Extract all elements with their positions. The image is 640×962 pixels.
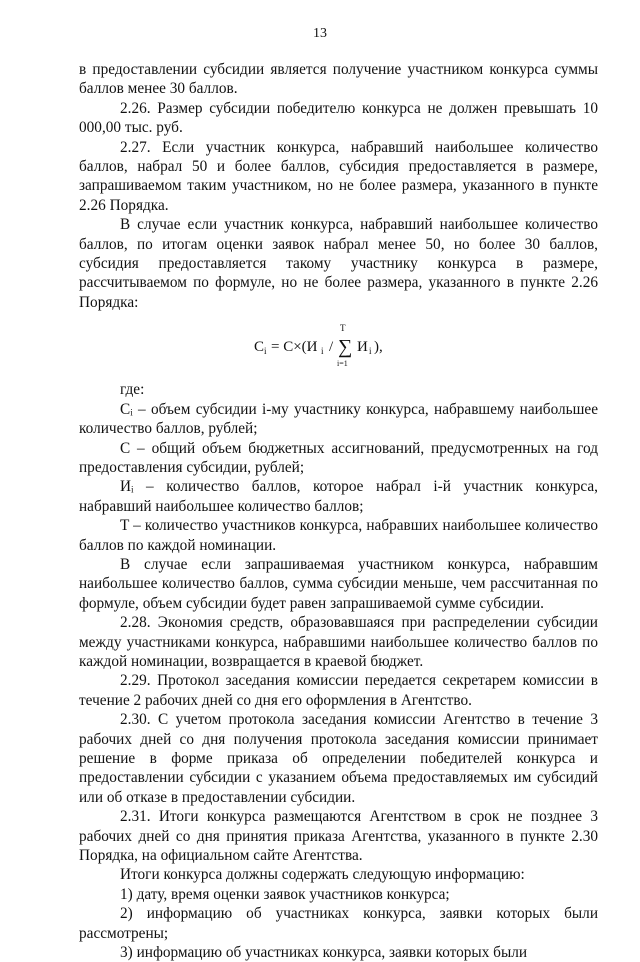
paragraph-2-26: 2.26. Размер субсидии победителю конкурса не должен превышать 10 000,00 тыс. руб. xyxy=(79,99,598,137)
page-number: 13 xyxy=(313,26,327,41)
formula-tail: ), xyxy=(374,339,383,356)
paragraph-2-31: 2.31. Итоги конкурса размещаются Агентством в срок не позднее 3 рабочих дней со дня принятия приказа Агентства, указанного в пункте 2.30 Порядка, на официальном сайте Агентства. xyxy=(79,808,598,865)
paragraph-2-30: 2.30. С учетом протокола заседания комиссии Агентство в течение 3 рабочих дней со дня получения протокола заседания комиссии принимает решение в форме приказа об определении победителей конкурса и предоставлении субсидии с указанием объема предоставляемых им субсидий или об отказе в предоставлении субсидии. xyxy=(79,711,598,806)
formula-den-sub: i xyxy=(369,346,372,357)
formula-num-sub: i xyxy=(321,346,324,357)
list-item-2: 2) информацию об участниках конкурса, заявки которых были рассмотрены; xyxy=(79,905,598,942)
paragraph-requested-amount: В случае если запрашиваемая участником конкурса, набравшим наибольшее количество баллов, сумма субсидии меньше, чем рассчитанная по формуле, объем субсидии будет равен запрашиваемой сумме субсидии. xyxy=(79,555,598,612)
formula-graphic xyxy=(254,318,434,376)
formula-den: И xyxy=(357,339,368,356)
paragraph-2-27: 2.27. Если участник конкурса, набравший наибольшее количество баллов, набрал 50 и более баллов, субсидия предоставляется в размере, запрашиваемом таким участником, но не более размера, указанного в пункте 2.26 Порядка. xyxy=(79,138,598,214)
formula-slash: / xyxy=(329,339,334,356)
list-item-3: 3) информацию об участниках конкурса, заявки которых были xyxy=(120,944,528,962)
subsidy-formula xyxy=(79,318,598,376)
definition-c-i: Cᵢ – объем субсидии i-му участнику конкурса, набравшему наибольшее количество баллов, рублей; xyxy=(79,400,598,438)
document-body xyxy=(79,60,598,962)
list-item-1: 1) дату, время оценки заявок участников конкурса; xyxy=(120,885,450,903)
paragraph-results-intro: Итоги конкурса должны содержать следующую информацию: xyxy=(120,866,525,884)
formula-sum-bottom: i=1 xyxy=(337,359,348,369)
paragraph-2-29: 2.29. Протокол заседания комиссии передается секретарем комиссии в течение 2 рабочих дней со дня его оформления в Агентство. xyxy=(79,672,598,709)
formula-sum-top: T xyxy=(340,323,346,334)
where-label: где: xyxy=(120,381,145,399)
definition-t: T – количество участников конкурса, набравших наибольшее количество баллов по каждой номинации. xyxy=(79,517,598,554)
formula-lhs: C xyxy=(254,339,265,356)
formula-lhs-sub: i xyxy=(264,346,267,357)
definition-i: Иᵢ – количество баллов, которое набрал i-й участник конкурса, набравший наибольшее количество баллов; xyxy=(79,478,598,515)
paragraph-continuation: в предоставлении субсидии является получение участником конкурса суммы баллов менее 30 баллов. xyxy=(79,61,598,98)
paragraph-formula-intro: В случае если участник конкурса, набравший наибольшее количество баллов, по итогам оценки заявок набрал менее 50, но более 30 баллов, субсидия предоставляется такому участнику конкурса в размере, рассчитываемом по формуле, но не более размера, указанного в пункте 2.26 Порядка: xyxy=(79,216,598,311)
paragraph-2-28: 2.28. Экономия средств, образовавшаяся при распределении субсидии между участниками конкурса, набравшими наибольшее количество баллов по каждой номинации, возвращается в краевой бюджет. xyxy=(79,614,598,670)
sigma-icon: ∑ xyxy=(338,336,353,359)
definition-c: C – общий объем бюджетных ассигнований, предусмотренных на год предоставления субсидии, рублей; xyxy=(79,439,598,476)
formula-eq: = C×(И xyxy=(271,339,318,356)
